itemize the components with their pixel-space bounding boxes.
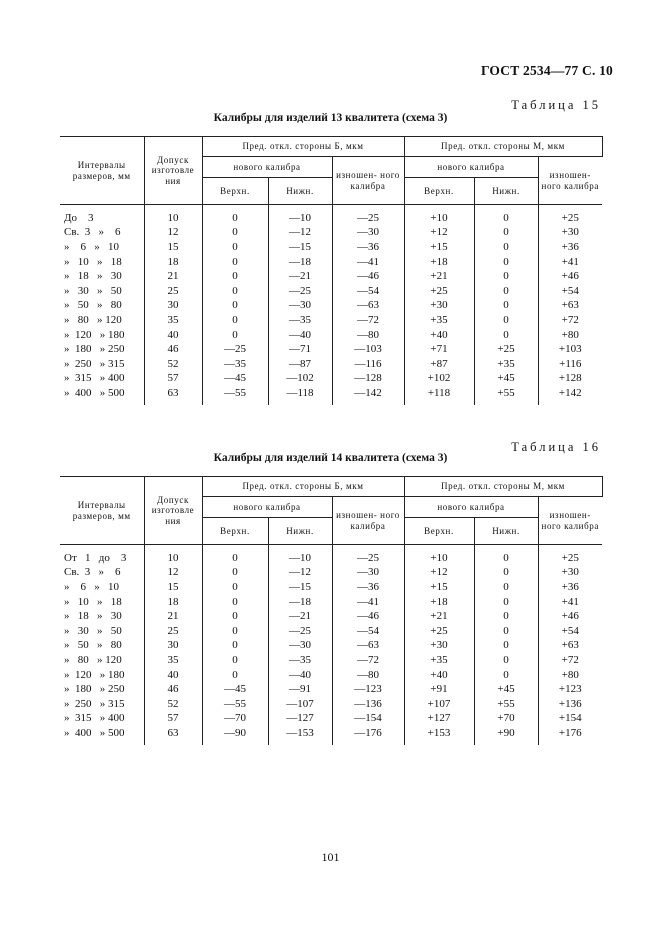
value-cell: +118 — [404, 386, 474, 405]
header-lower-b: Нижн. — [268, 518, 332, 545]
value-cell: 0 — [474, 284, 538, 299]
value-cell: —30 — [268, 639, 332, 654]
value-cell: —55 — [202, 386, 268, 405]
value-cell: +15 — [404, 240, 474, 255]
value-cell: —41 — [332, 595, 404, 610]
value-cell: +154 — [538, 712, 602, 727]
value-cell: 10 — [144, 545, 202, 566]
value-cell: +21 — [404, 609, 474, 624]
value-cell: 40 — [144, 328, 202, 343]
value-cell: +18 — [404, 595, 474, 610]
table-row — [60, 580, 602, 595]
header-intervals: Интервалы размеров, мм — [60, 137, 144, 205]
table-row — [60, 653, 602, 668]
value-cell: 0 — [474, 653, 538, 668]
value-cell: +80 — [538, 328, 602, 343]
value-cell: 0 — [474, 668, 538, 683]
interval-cell: » 315 » 400 — [60, 372, 144, 387]
value-cell: +176 — [538, 726, 602, 745]
table-row — [60, 726, 602, 745]
value-cell: +40 — [404, 668, 474, 683]
value-cell: 15 — [144, 240, 202, 255]
value-cell: +54 — [538, 624, 602, 639]
table-row — [60, 328, 602, 343]
value-cell: —25 — [202, 342, 268, 357]
value-cell: 0 — [202, 580, 268, 595]
value-cell: +71 — [404, 342, 474, 357]
value-cell: —116 — [332, 357, 404, 372]
value-cell: +15 — [404, 580, 474, 595]
value-cell: —87 — [268, 357, 332, 372]
value-cell: 18 — [144, 595, 202, 610]
value-cell: +30 — [404, 299, 474, 314]
value-cell: —46 — [332, 269, 404, 284]
value-cell: +25 — [404, 624, 474, 639]
table-row — [60, 372, 602, 387]
interval-cell: » 80 » 120 — [60, 653, 144, 668]
value-cell: —18 — [268, 595, 332, 610]
value-cell: —55 — [202, 697, 268, 712]
value-cell: 35 — [144, 313, 202, 328]
value-cell: —154 — [332, 712, 404, 727]
value-cell: 0 — [474, 255, 538, 270]
value-cell: 0 — [474, 269, 538, 284]
value-cell: 0 — [202, 255, 268, 270]
value-cell: 0 — [202, 668, 268, 683]
interval-cell: » 250 » 315 — [60, 357, 144, 372]
table-row — [60, 255, 602, 270]
value-cell: +25 — [538, 205, 602, 226]
value-cell: —72 — [332, 313, 404, 328]
value-cell: —63 — [332, 299, 404, 314]
value-cell: +10 — [404, 205, 474, 226]
value-cell: 0 — [474, 609, 538, 624]
value-cell: +55 — [474, 697, 538, 712]
header-upper-b: Верхн. — [202, 518, 268, 545]
value-cell: 52 — [144, 357, 202, 372]
value-cell: —21 — [268, 269, 332, 284]
value-cell: +107 — [404, 697, 474, 712]
value-cell: +123 — [538, 682, 602, 697]
value-cell: 0 — [474, 328, 538, 343]
header-intervals: Интервалы размеров, мм — [60, 477, 144, 545]
table-row — [60, 566, 602, 581]
table-row — [60, 624, 602, 639]
value-cell: —10 — [268, 205, 332, 226]
value-cell: —25 — [268, 624, 332, 639]
interval-cell: » 30 » 50 — [60, 624, 144, 639]
value-cell: 0 — [202, 226, 268, 241]
value-cell: 63 — [144, 386, 202, 405]
value-cell: —63 — [332, 639, 404, 654]
value-cell: 0 — [474, 639, 538, 654]
value-cell: +30 — [404, 639, 474, 654]
value-cell: 52 — [144, 697, 202, 712]
value-cell: —70 — [202, 712, 268, 727]
header-worn-gauge-m: изношен- ного калибра — [538, 157, 602, 205]
value-cell: 0 — [202, 639, 268, 654]
header-worn-gauge-m: изношен- ного калибра — [538, 497, 602, 545]
value-cell: +46 — [538, 269, 602, 284]
header-worn-gauge-b: изношен- ного калибра — [332, 157, 404, 205]
value-cell: —25 — [268, 284, 332, 299]
value-cell: +128 — [538, 372, 602, 387]
value-cell: —71 — [268, 342, 332, 357]
interval-cell: До 3 — [60, 205, 144, 226]
header-lower-m: Нижн. — [474, 518, 538, 545]
value-cell: 15 — [144, 580, 202, 595]
value-cell: +103 — [538, 342, 602, 357]
value-cell: +70 — [474, 712, 538, 727]
header-side-b: Пред. откл. стороны Б, мкм — [202, 477, 404, 497]
value-cell: —36 — [332, 580, 404, 595]
value-cell: —36 — [332, 240, 404, 255]
value-cell: 0 — [474, 580, 538, 595]
interval-cell: От 1 до 3 — [60, 545, 144, 566]
value-cell: —12 — [268, 226, 332, 241]
table-row — [60, 609, 602, 624]
value-cell: 46 — [144, 682, 202, 697]
value-cell: +30 — [538, 226, 602, 241]
table-row — [60, 595, 602, 610]
table-row — [60, 269, 602, 284]
value-cell: —40 — [268, 668, 332, 683]
value-cell: —41 — [332, 255, 404, 270]
value-cell: +55 — [474, 386, 538, 405]
table-row — [60, 386, 602, 405]
value-cell: 0 — [202, 624, 268, 639]
value-cell: +116 — [538, 357, 602, 372]
value-cell: —25 — [332, 545, 404, 566]
value-cell: +46 — [538, 609, 602, 624]
interval-cell: » 10 » 18 — [60, 255, 144, 270]
value-cell: 10 — [144, 205, 202, 226]
value-cell: —153 — [268, 726, 332, 745]
value-cell: —30 — [332, 226, 404, 241]
interval-cell: » 10 » 18 — [60, 595, 144, 610]
value-cell: +136 — [538, 697, 602, 712]
interval-cell: » 315 » 400 — [60, 712, 144, 727]
value-cell: —18 — [268, 255, 332, 270]
header-upper-b: Верхн. — [202, 178, 268, 205]
table-15-title: Калибры для изделий 13 квалитета (схема 3) — [213, 112, 448, 124]
interval-cell: » 400 » 500 — [60, 386, 144, 405]
value-cell: —72 — [332, 653, 404, 668]
value-cell: 0 — [474, 240, 538, 255]
table-row — [60, 342, 602, 357]
value-cell: +87 — [404, 357, 474, 372]
table-row — [60, 682, 602, 697]
value-cell: 0 — [202, 284, 268, 299]
value-cell: +35 — [404, 653, 474, 668]
value-cell: +63 — [538, 639, 602, 654]
interval-cell: » 180 » 250 — [60, 342, 144, 357]
table-row — [60, 313, 602, 328]
value-cell: +18 — [404, 255, 474, 270]
value-cell: 0 — [202, 299, 268, 314]
value-cell: —46 — [332, 609, 404, 624]
value-cell: —15 — [268, 580, 332, 595]
table-row — [60, 284, 602, 299]
value-cell: —142 — [332, 386, 404, 405]
value-cell: 0 — [202, 240, 268, 255]
value-cell: +12 — [404, 226, 474, 241]
value-cell: —45 — [202, 682, 268, 697]
table-row — [60, 545, 602, 566]
value-cell: 0 — [202, 269, 268, 284]
table-16 — [60, 476, 603, 745]
value-cell: +25 — [474, 342, 538, 357]
header-worn-gauge-b: изношен- ного калибра — [332, 497, 404, 545]
value-cell: +12 — [404, 566, 474, 581]
header-new-gauge-b: нового калибра — [202, 157, 332, 178]
header-tolerance: Допуск изготовле ния — [144, 137, 202, 205]
table-row — [60, 697, 602, 712]
interval-cell: » 18 » 30 — [60, 269, 144, 284]
value-cell: 0 — [474, 624, 538, 639]
value-cell: —102 — [268, 372, 332, 387]
value-cell: +142 — [538, 386, 602, 405]
interval-cell: » 400 » 500 — [60, 726, 144, 745]
value-cell: +45 — [474, 682, 538, 697]
value-cell: 35 — [144, 653, 202, 668]
value-cell: +153 — [404, 726, 474, 745]
value-cell: +25 — [538, 545, 602, 566]
value-cell: 18 — [144, 255, 202, 270]
value-cell: 0 — [474, 226, 538, 241]
value-cell: +21 — [404, 269, 474, 284]
value-cell: —35 — [268, 653, 332, 668]
value-cell: 0 — [202, 545, 268, 566]
value-cell: 30 — [144, 299, 202, 314]
value-cell: 21 — [144, 609, 202, 624]
value-cell: +45 — [474, 372, 538, 387]
interval-cell: Св. 3 » 6 — [60, 566, 144, 581]
value-cell: —136 — [332, 697, 404, 712]
table-16-label: Таблица 16 — [511, 440, 601, 454]
value-cell: —30 — [268, 299, 332, 314]
interval-cell: » 6 » 10 — [60, 240, 144, 255]
value-cell: —91 — [268, 682, 332, 697]
value-cell: —90 — [202, 726, 268, 745]
header-new-gauge-m: нового калибра — [404, 157, 538, 178]
value-cell: —25 — [332, 205, 404, 226]
value-cell: +35 — [474, 357, 538, 372]
value-cell: +63 — [538, 299, 602, 314]
value-cell: +72 — [538, 653, 602, 668]
value-cell: —40 — [268, 328, 332, 343]
interval-cell: » 30 » 50 — [60, 284, 144, 299]
value-cell: —45 — [202, 372, 268, 387]
value-cell: 12 — [144, 226, 202, 241]
value-cell: —21 — [268, 609, 332, 624]
value-cell: +25 — [404, 284, 474, 299]
value-cell: +41 — [538, 595, 602, 610]
value-cell: —35 — [268, 313, 332, 328]
value-cell: —15 — [268, 240, 332, 255]
value-cell: 57 — [144, 712, 202, 727]
value-cell: 0 — [202, 609, 268, 624]
value-cell: 0 — [202, 595, 268, 610]
interval-cell: » 50 » 80 — [60, 299, 144, 314]
value-cell: +30 — [538, 566, 602, 581]
table-row — [60, 639, 602, 654]
page-number: 101 — [321, 850, 340, 864]
value-cell: +91 — [404, 682, 474, 697]
value-cell: 12 — [144, 566, 202, 581]
interval-cell: » 120 » 180 — [60, 328, 144, 343]
value-cell: —35 — [202, 357, 268, 372]
value-cell: 0 — [202, 313, 268, 328]
interval-cell: Св. 3 » 6 — [60, 226, 144, 241]
table-row — [60, 240, 602, 255]
table-row — [60, 226, 602, 241]
value-cell: 0 — [202, 205, 268, 226]
value-cell: +36 — [538, 580, 602, 595]
value-cell: —123 — [332, 682, 404, 697]
interval-cell: » 18 » 30 — [60, 609, 144, 624]
header-new-gauge-b: нового калибра — [202, 497, 332, 518]
value-cell: 0 — [474, 205, 538, 226]
interval-cell: » 120 » 180 — [60, 668, 144, 683]
value-cell: —118 — [268, 386, 332, 405]
value-cell: 63 — [144, 726, 202, 745]
table-row — [60, 299, 602, 314]
value-cell: —10 — [268, 545, 332, 566]
table-row — [60, 712, 602, 727]
header-upper-m: Верхн. — [404, 518, 474, 545]
value-cell: +35 — [404, 313, 474, 328]
value-cell: —80 — [332, 328, 404, 343]
value-cell: +80 — [538, 668, 602, 683]
value-cell: +10 — [404, 545, 474, 566]
value-cell: —127 — [268, 712, 332, 727]
value-cell: 25 — [144, 284, 202, 299]
value-cell: +102 — [404, 372, 474, 387]
table-15 — [60, 136, 603, 405]
value-cell: 46 — [144, 342, 202, 357]
header-lower-b: Нижн. — [268, 178, 332, 205]
value-cell: —103 — [332, 342, 404, 357]
header-lower-m: Нижн. — [474, 178, 538, 205]
value-cell: 40 — [144, 668, 202, 683]
value-cell: 0 — [202, 653, 268, 668]
header-side-b: Пред. откл. стороны Б, мкм — [202, 137, 404, 157]
header-side-m: Пред. откл. стороны М, мкм — [404, 477, 602, 497]
value-cell: 0 — [474, 545, 538, 566]
value-cell: +36 — [538, 240, 602, 255]
table-row — [60, 205, 602, 226]
table-15-label: Таблица 15 — [511, 98, 601, 112]
table-16-title: Калибры для изделий 14 квалитета (схема 3) — [213, 452, 448, 464]
value-cell: —30 — [332, 566, 404, 581]
value-cell: —176 — [332, 726, 404, 745]
value-cell: —12 — [268, 566, 332, 581]
interval-cell: » 50 » 80 — [60, 639, 144, 654]
table-row — [60, 357, 602, 372]
document-header: ГОСТ 2534—77 С. 10 — [480, 63, 613, 78]
table-row — [60, 668, 602, 683]
value-cell: 0 — [474, 299, 538, 314]
value-cell: +72 — [538, 313, 602, 328]
header-upper-m: Верхн. — [404, 178, 474, 205]
value-cell: —128 — [332, 372, 404, 387]
interval-cell: » 6 » 10 — [60, 580, 144, 595]
value-cell: 0 — [202, 566, 268, 581]
header-new-gauge-m: нового калибра — [404, 497, 538, 518]
value-cell: 0 — [202, 328, 268, 343]
value-cell: 57 — [144, 372, 202, 387]
value-cell: 30 — [144, 639, 202, 654]
header-tolerance: Допуск изготовле ния — [144, 477, 202, 545]
value-cell: —54 — [332, 624, 404, 639]
value-cell: +41 — [538, 255, 602, 270]
value-cell: +127 — [404, 712, 474, 727]
value-cell: +54 — [538, 284, 602, 299]
value-cell: —107 — [268, 697, 332, 712]
value-cell: 0 — [474, 595, 538, 610]
value-cell: 25 — [144, 624, 202, 639]
value-cell: +90 — [474, 726, 538, 745]
value-cell: 0 — [474, 313, 538, 328]
interval-cell: » 180 » 250 — [60, 682, 144, 697]
value-cell: 21 — [144, 269, 202, 284]
interval-cell: » 250 » 315 — [60, 697, 144, 712]
interval-cell: » 80 » 120 — [60, 313, 144, 328]
value-cell: —80 — [332, 668, 404, 683]
value-cell: +40 — [404, 328, 474, 343]
header-side-m: Пред. откл. стороны М, мкм — [404, 137, 602, 157]
value-cell: 0 — [474, 566, 538, 581]
value-cell: —54 — [332, 284, 404, 299]
